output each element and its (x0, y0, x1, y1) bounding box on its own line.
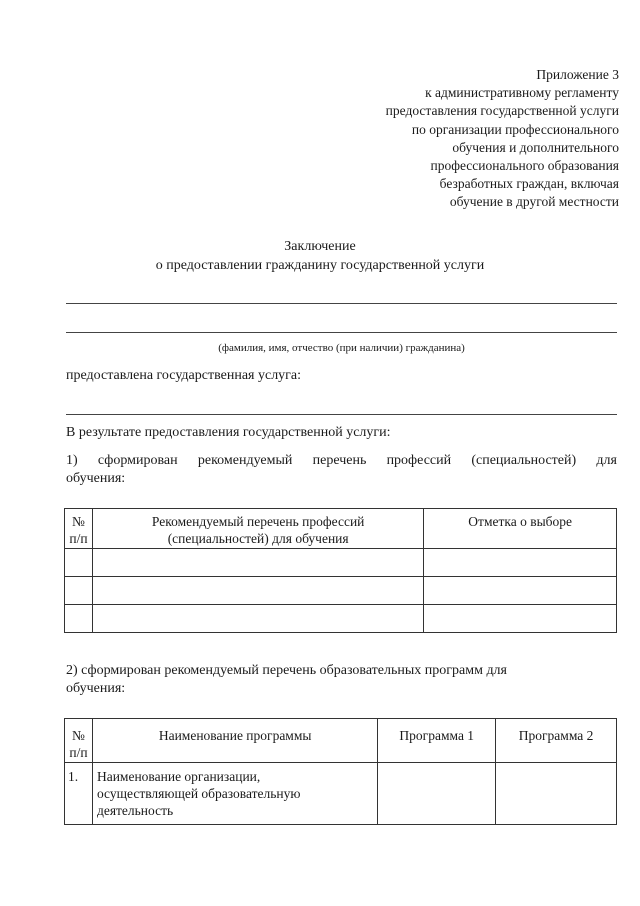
program-2-cell[interactable] (496, 763, 617, 825)
appendix-line: обучение в другой местности (449, 194, 619, 210)
service-fill-line (66, 414, 617, 415)
programs-table (64, 718, 617, 825)
appendix-line: к административному регламенту (425, 85, 619, 101)
table-row (65, 605, 617, 633)
section-1-word: сформирован (97, 453, 178, 468)
section-1-word: 1) (66, 453, 78, 468)
row-number: 1. (65, 763, 93, 825)
header-selection-mark: Отметка о выборе (424, 509, 617, 549)
header-profession-list: Рекомендуемый перечень профессий (специальностей) для обучения (92, 509, 423, 549)
appendix-line: обучения и дополнительного (452, 139, 619, 155)
row-organization-name: Наименование организации, осуществляющей образовательную деятельность (92, 763, 377, 825)
section-1-heading (66, 452, 617, 488)
section-1-line-2: обучения: (66, 471, 126, 486)
header-program-name: Наименование программы (92, 719, 377, 763)
table-cell[interactable] (65, 605, 93, 633)
appendix-line: Приложение 3 (536, 67, 619, 82)
table-cell[interactable] (65, 549, 93, 577)
professions-table (64, 508, 617, 633)
appendix-line: предоставления государственной услуги (385, 103, 619, 119)
section-2-line-1: 2) сформирован рекомендуемый перечень образовательных программ для (66, 663, 507, 678)
section-1-word: профессий (386, 453, 452, 468)
service-provided-label: предоставлена государственная услуга: (66, 368, 302, 383)
table-cell[interactable] (92, 605, 423, 633)
table-cell[interactable] (424, 605, 617, 633)
appendix-line: по организации профессионального (411, 121, 619, 137)
appendix-block (299, 66, 619, 212)
name-caption: (фамилия, имя, отчество (при наличии) гражданина) (218, 342, 465, 354)
table-cell[interactable] (424, 577, 617, 605)
header-program-1: Программа 1 (378, 719, 496, 763)
section-1-word: перечень (312, 453, 367, 468)
table-header-row (65, 509, 617, 549)
header-program-2: Программа 2 (496, 719, 617, 763)
name-fill-line-2 (66, 332, 617, 333)
program-1-cell[interactable] (378, 763, 496, 825)
table-row (65, 763, 617, 825)
section-1-word: рекомендуемый (197, 453, 293, 468)
appendix-line: безработных граждан, включая (439, 176, 619, 192)
title-line-2: о предоставлении гражданину государственной услуги (155, 257, 485, 273)
table-cell[interactable] (65, 577, 93, 605)
title-line-1: Заключение (284, 239, 356, 254)
header-num: № п/п (65, 719, 93, 763)
table-row (65, 577, 617, 605)
result-intro: В результате предоставления государственной услуги: (66, 425, 391, 440)
table-cell[interactable] (424, 549, 617, 577)
section-1-word: (специальностей) (471, 453, 577, 468)
document-title (0, 238, 640, 275)
table-cell[interactable] (92, 549, 423, 577)
section-1-word: для (596, 453, 617, 468)
section-2-line-2: обучения: (66, 681, 126, 696)
header-num: № п/п (65, 509, 93, 549)
table-header-row (65, 719, 617, 763)
table-cell[interactable] (92, 577, 423, 605)
name-fill-line-1 (66, 303, 617, 304)
table-row (65, 549, 617, 577)
appendix-line: профессионального образования (430, 158, 619, 174)
